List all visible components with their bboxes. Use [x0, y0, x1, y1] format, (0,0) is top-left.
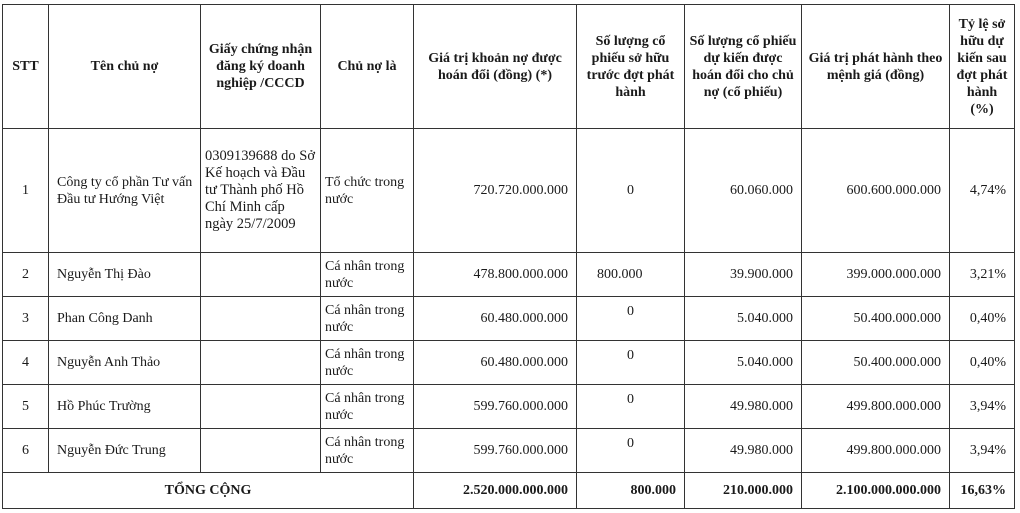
row-ownership-ratio: 3,94% — [950, 385, 1015, 429]
row-issue-value: 499.800.000.000 — [802, 429, 950, 473]
row-shares-swapped: 5.040.000 — [685, 341, 802, 385]
row-shares-before: 0 — [577, 385, 685, 429]
total-ownership-ratio: 16,63% — [950, 473, 1015, 509]
row-registration-certificate: 0309139688 do Sở Kế hoạch và Đầu tư Thành phố Hồ Chí Minh cấp ngày 25/7/2009 — [201, 129, 321, 253]
row-creditor-type: Cá nhân trong nước — [321, 385, 414, 429]
table-row — [3, 129, 1015, 253]
row-stt: 1 — [3, 129, 49, 253]
row-ownership-ratio: 0,40% — [950, 341, 1015, 385]
row-registration-certificate — [201, 341, 321, 385]
row-stt: 2 — [3, 253, 49, 297]
header-issue-value: Giá trị phát hành theo mệnh giá (đồng) — [802, 5, 950, 129]
total-label: TỔNG CỘNG — [3, 473, 414, 509]
row-creditor-name: Nguyễn Anh Thảo — [49, 341, 201, 385]
row-ownership-ratio: 3,94% — [950, 429, 1015, 473]
row-registration-certificate — [201, 429, 321, 473]
header-shares-swapped: Số lượng cổ phiếu dự kiến được hoán đổi cho chủ nợ (cổ phiếu) — [685, 5, 802, 129]
row-shares-swapped: 39.900.000 — [685, 253, 802, 297]
row-issue-value: 50.400.000.000 — [802, 341, 950, 385]
row-debt-value: 599.760.000.000 — [414, 429, 577, 473]
row-shares-before: 800.000 — [577, 253, 685, 297]
row-ownership-ratio: 4,74% — [950, 129, 1015, 253]
row-stt: 6 — [3, 429, 49, 473]
row-debt-value: 60.480.000.000 — [414, 297, 577, 341]
row-issue-value: 600.600.000.000 — [802, 129, 950, 253]
table-row — [3, 429, 1015, 473]
row-creditor-name: Nguyễn Đức Trung — [49, 429, 201, 473]
row-creditor-name: Công ty cổ phần Tư vấn Đầu tư Hướng Việt — [49, 129, 201, 253]
row-stt: 5 — [3, 385, 49, 429]
row-registration-certificate — [201, 297, 321, 341]
row-issue-value: 399.000.000.000 — [802, 253, 950, 297]
row-ownership-ratio: 0,40% — [950, 297, 1015, 341]
row-creditor-type: Cá nhân trong nước — [321, 341, 414, 385]
row-creditor-name: Phan Công Danh — [49, 297, 201, 341]
header-creditor-name: Tên chủ nợ — [49, 5, 201, 129]
row-issue-value: 50.400.000.000 — [802, 297, 950, 341]
row-debt-value: 720.720.000.000 — [414, 129, 577, 253]
row-registration-certificate — [201, 385, 321, 429]
row-shares-before: 0 — [577, 429, 685, 473]
row-creditor-name: Nguyễn Thị Đào — [49, 253, 201, 297]
header-stt: STT — [3, 5, 49, 129]
total-shares-before: 800.000 — [577, 473, 685, 509]
row-debt-value: 60.480.000.000 — [414, 341, 577, 385]
header-shares-before: Số lượng cổ phiếu sở hữu trước đợt phát hành — [577, 5, 685, 129]
row-creditor-name: Hồ Phúc Trường — [49, 385, 201, 429]
total-issue-value: 2.100.000.000.000 — [802, 473, 950, 509]
row-ownership-ratio: 3,21% — [950, 253, 1015, 297]
header-creditor-type: Chủ nợ là — [321, 5, 414, 129]
table-row — [3, 341, 1015, 385]
row-shares-swapped: 49.980.000 — [685, 385, 802, 429]
row-stt: 4 — [3, 341, 49, 385]
row-shares-swapped: 5.040.000 — [685, 297, 802, 341]
creditor-share-swap-table — [2, 4, 1015, 509]
row-shares-swapped: 49.980.000 — [685, 429, 802, 473]
row-creditor-type: Cá nhân trong nước — [321, 253, 414, 297]
row-stt: 3 — [3, 297, 49, 341]
row-debt-value: 599.760.000.000 — [414, 385, 577, 429]
table-row — [3, 297, 1015, 341]
row-shares-swapped: 60.060.000 — [685, 129, 802, 253]
row-issue-value: 499.800.000.000 — [802, 385, 950, 429]
table-row — [3, 253, 1015, 297]
total-debt-value: 2.520.000.000.000 — [414, 473, 577, 509]
row-debt-value: 478.800.000.000 — [414, 253, 577, 297]
row-creditor-type: Cá nhân trong nước — [321, 297, 414, 341]
header-registration-certificate: Giấy chứng nhận đăng ký doanh nghiệp /CCCD — [201, 5, 321, 129]
row-shares-before: 0 — [577, 129, 685, 253]
table-row — [3, 385, 1015, 429]
row-registration-certificate — [201, 253, 321, 297]
header-ownership-ratio: Tỷ lệ sở hữu dự kiến sau đợt phát hành (%) — [950, 5, 1015, 129]
row-shares-before: 0 — [577, 341, 685, 385]
row-creditor-type: Tổ chức trong nước — [321, 129, 414, 253]
total-shares-swapped: 210.000.000 — [685, 473, 802, 509]
total-row — [3, 473, 1015, 509]
table-body — [3, 129, 1015, 509]
header-debt-value: Giá trị khoản nợ được hoán đổi (đồng) (*) — [414, 5, 577, 129]
table-header — [3, 5, 1015, 129]
row-creditor-type: Cá nhân trong nước — [321, 429, 414, 473]
row-shares-before: 0 — [577, 297, 685, 341]
